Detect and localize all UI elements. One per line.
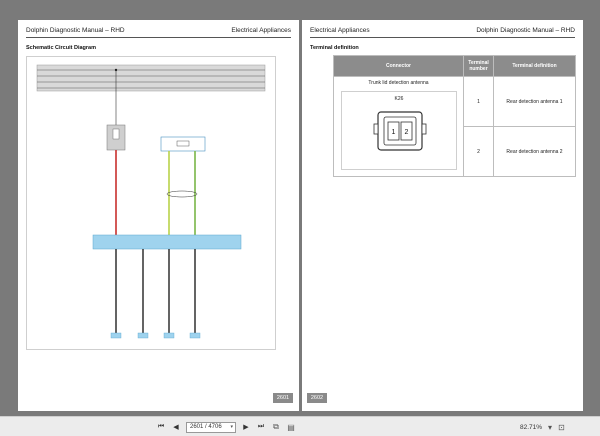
- schematic-diagram: [26, 56, 276, 350]
- page-header: [26, 27, 291, 36]
- col-header-connector: Connector: [334, 56, 464, 77]
- header-left-text: Dolphin Diagnostic Manual – RHD: [26, 27, 125, 34]
- ground-terminal-4: [190, 333, 200, 338]
- right-page: [302, 20, 583, 411]
- header-right-text: Dolphin Diagnostic Manual – RHD: [476, 27, 575, 34]
- schematic-svg: [27, 57, 277, 351]
- connector-title: Trunk lid detection antenna: [368, 80, 429, 86]
- connector-cell: [334, 77, 464, 177]
- copy-page-icon[interactable]: ⧉: [273, 422, 279, 431]
- viewer-toolbar: [0, 416, 600, 436]
- first-page-icon[interactable]: ⏮: [157, 423, 165, 430]
- next-page-icon[interactable]: ▶: [243, 424, 249, 431]
- header-divider: [26, 37, 291, 38]
- connector-id: K26: [394, 96, 404, 102]
- connector-illustration: [341, 91, 457, 170]
- page-number-value: 2601 / 4706: [190, 424, 222, 430]
- power-rail-block: [37, 65, 265, 91]
- ground-terminal-2: [138, 333, 148, 338]
- control-module: [93, 235, 241, 249]
- section-title: Schematic Circuit Diagram: [26, 45, 96, 51]
- fit-page-icon[interactable]: ⊡: [558, 422, 565, 432]
- terminal-number-1: 1: [464, 77, 494, 127]
- connector-latch-left: [374, 124, 378, 134]
- header-left-text: Electrical Appliances: [310, 27, 370, 34]
- connector-svg: [342, 92, 458, 171]
- table-row: [334, 77, 576, 127]
- document-icon[interactable]: ▤: [287, 422, 295, 432]
- page-number-input[interactable]: [186, 422, 236, 433]
- terminal-definition-2: Rear detection antenna 2: [494, 127, 576, 177]
- header-right-text: Electrical Appliances: [231, 27, 291, 34]
- terminal-table: [333, 55, 576, 177]
- page-number-badge: 2602: [307, 393, 327, 403]
- zoom-value[interactable]: 82.71%: [520, 423, 543, 431]
- antenna-symbol: [177, 141, 189, 146]
- twisted-pair-marker: [167, 191, 197, 197]
- page-header: [310, 27, 575, 36]
- zoom-dropdown-icon[interactable]: ▾: [548, 422, 553, 432]
- ground-terminal-3: [164, 333, 174, 338]
- page-number-badge: 2601: [273, 393, 293, 403]
- pin-1-label: 1: [391, 129, 396, 136]
- last-page-icon[interactable]: ⏭: [257, 423, 265, 430]
- connector-latch-right: [422, 124, 426, 134]
- terminal-number-2: 2: [464, 127, 494, 177]
- page-navigation: [156, 421, 296, 433]
- terminal-definition-1: Rear detection antenna 1: [494, 77, 576, 127]
- left-page: [18, 20, 299, 411]
- table-header-row: [334, 56, 576, 77]
- section-title: Terminal definition: [310, 45, 359, 51]
- col-header-terminal-definition: Terminal definition: [494, 56, 576, 77]
- fuse-element: [113, 129, 119, 139]
- chevron-down-icon[interactable]: ▾: [230, 423, 233, 430]
- previous-page-icon[interactable]: ◀: [173, 424, 179, 431]
- zoom-controls: [520, 421, 565, 433]
- ground-terminal-1: [111, 333, 121, 338]
- pin-2-label: 2: [404, 129, 409, 136]
- header-divider: [310, 37, 575, 38]
- col-header-terminal-number: Terminal number: [464, 56, 494, 77]
